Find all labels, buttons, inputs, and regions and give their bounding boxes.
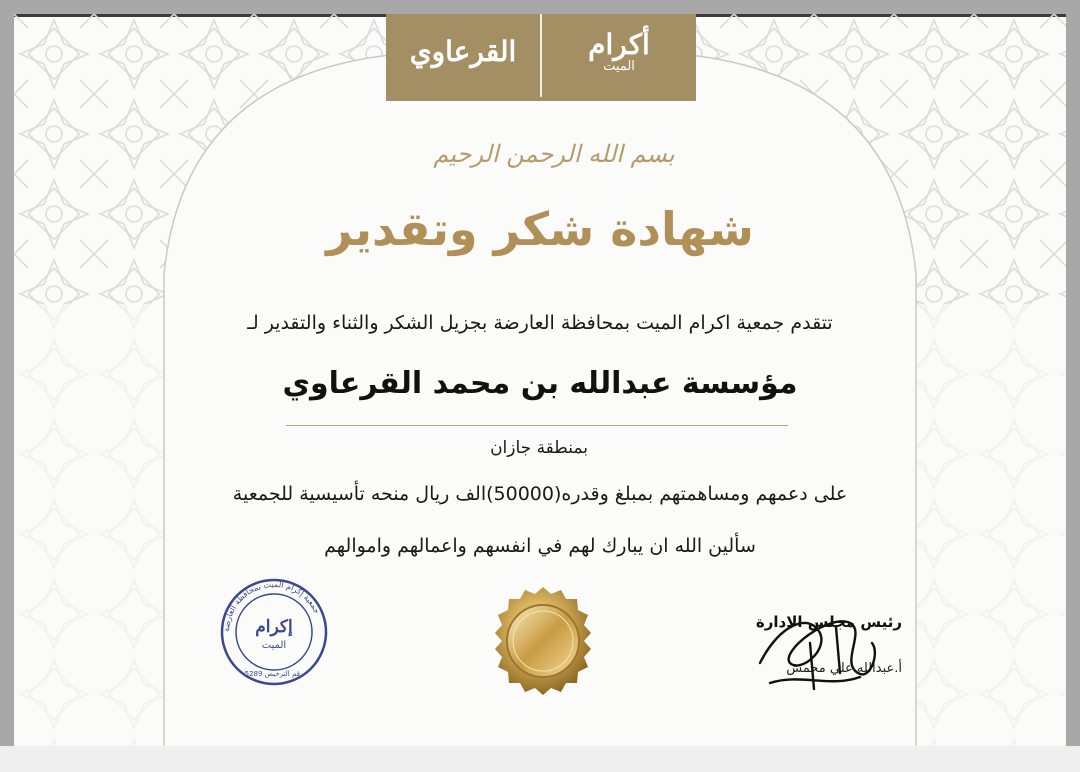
signatory-name: أ.عبدالله علي محمش xyxy=(786,661,902,676)
recipient-name: مؤسسة عبدالله بن محمد القرعاوي xyxy=(282,366,798,401)
signature-title: رئيس مجلس الادارة xyxy=(755,613,902,631)
logo-banner xyxy=(386,14,696,101)
signature-block xyxy=(714,609,914,699)
handwritten-signature xyxy=(740,603,890,699)
right-logo-text xyxy=(588,30,650,73)
right-logo xyxy=(542,14,696,101)
name-underline xyxy=(286,425,788,426)
gold-seal-icon xyxy=(487,585,599,697)
stamp-ring-text: جمعية إكرام الميت بمحافظة العارضة xyxy=(221,579,322,633)
right-logo-sub: الميت xyxy=(603,58,635,74)
certificate-paper xyxy=(14,14,1066,746)
bottom-band xyxy=(0,746,1080,772)
contribution-line: على دعمهم ومساهمتهم بمبلغ وقدره(50000)الف ريال منحه تأسيسية للجمعية xyxy=(232,483,848,505)
stamp-center-sub: الميت xyxy=(261,640,287,651)
stamp-license: رقم الترخيص 5289 xyxy=(244,670,304,678)
intro-line: تتقدم جمعية اكرام الميت بمحافظة العارضة بجزيل الشكر والثناء والتقدير لـ xyxy=(247,312,833,334)
right-logo-main: أكرام xyxy=(588,28,650,62)
association-stamp xyxy=(218,576,330,688)
prayer-line: سألين الله ان يبارك لهم في انفسهم واعمالهم واموالهم xyxy=(324,535,756,557)
left-logo xyxy=(386,14,540,101)
certificate-title: شهادة شكر وتقدير xyxy=(326,202,754,256)
left-logo-text: القرعاوي xyxy=(409,35,517,69)
stamp-center-text: إكرام xyxy=(255,617,293,637)
region-line: بمنطقة جازان xyxy=(490,438,588,458)
basmala-calligraphy: بسم الله الرحمن الرحيم xyxy=(433,140,675,168)
